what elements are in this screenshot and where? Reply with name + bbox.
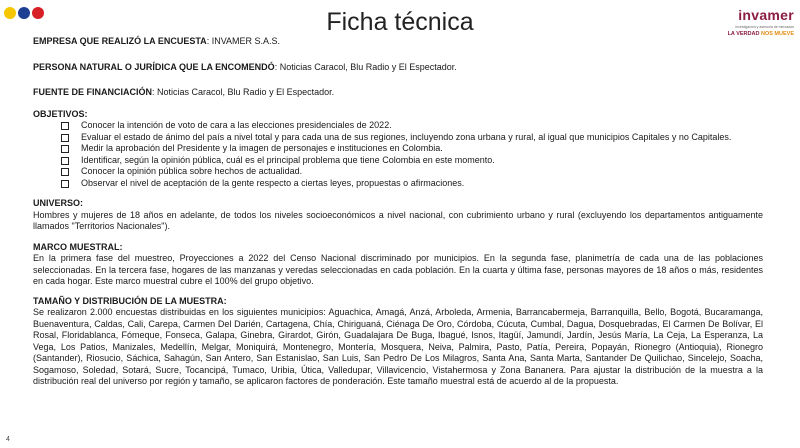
fuente-label: FUENTE DE FINANCIACIÓN <box>33 87 152 97</box>
objetivos-list <box>33 120 763 189</box>
logo-subtitle: investigación y asesoría de mercados <box>735 25 794 29</box>
objetivo-text: Conocer la intención de voto de cara a las elecciones presidenciales de 2022. <box>81 120 392 130</box>
page-title: Ficha técnica <box>326 8 474 36</box>
persona-value: Noticias Caracol, Blu Radio y El Espectador. <box>279 61 457 72</box>
objetivo-text: Conocer la opinión pública sobre hechos de actualidad. <box>81 166 303 176</box>
checkbox-icon <box>61 134 69 142</box>
tagline-accent: NOS MUEVE <box>760 31 794 37</box>
objetivos-heading: OBJETIVOS: <box>33 108 88 119</box>
fuente-line: FUENTE DE FINANCIACIÓN: Noticias Caracol, Blu Radio y El Espectador. <box>33 87 335 97</box>
universo-heading: UNIVERSO: <box>33 198 84 208</box>
marco-label: MARCO MUESTRAL <box>33 241 120 252</box>
universo-label: UNIVERSO <box>33 198 81 208</box>
ficha-content <box>33 36 763 388</box>
empresa-line: EMPRESA QUE REALIZÓ LA ENCUESTA: INVAMER S.A.S. <box>33 36 281 46</box>
persona-line: PERSONA NATURAL O JURÍDICA QUE LA ENCOMENDÓ: Noticias Caracol, Blu Radio y El Espectador. <box>33 61 457 72</box>
fuente-value: Noticias Caracol, Blu Radio y El Espectador. <box>157 87 335 97</box>
persona-label: PERSONA NATURAL O JURÍDICA QUE LA ENCOMENDÓ <box>33 61 275 72</box>
objetivo-text: Medir la aprobación del Presidente y la imagen de personajes e instituciones en Colombia. <box>81 143 443 153</box>
universo-text: Hombres y mujeres de 18 años en adelante, de todos los niveles socioeconómicos a nivel nacional, con cubrimiento urbano y rural (excluyendo los departamentos antiguamente llamados "Territorios Nacionales"). <box>33 209 763 231</box>
empresa-value: INVAMER S.A.S. <box>211 36 281 46</box>
list-item <box>61 166 763 178</box>
page-number: 4 <box>6 436 10 443</box>
checkbox-icon <box>61 168 69 176</box>
marco-text: En la primera fase del muestreo, Proyecciones a 2022 del Censo Nacional discriminado por municipios. En la segunda fase, planimetría de cada una de las poblaciones seleccionadas. En la tercera fase, hogares de las manzanas y veredas seleccionadas en cada población. En la cuarta y última fase, personas mayores de 18 años o más, residentes en cada hogar. Este marco muestral cubre el 100% del grupo objetivo. <box>33 253 763 286</box>
list-item <box>61 132 763 144</box>
checkbox-icon <box>61 145 69 153</box>
tamano-label: TAMAÑO Y DISTRIBUCIÓN DE LA MUESTRA <box>33 295 224 306</box>
list-item <box>61 178 763 190</box>
logo-brand: invamer <box>738 7 794 23</box>
tamano-text: Se realizaron 2.000 encuestas distribuidas en los siguientes municipios: Aguachica, Amagá, Anzá, Arboleda, Armenia, Barrancabermeja, Barranquilla, Bello, Bogotá, Bucaramanga, Buenaventura, Caldas, Cali, Carepa, Carmen Del Darién, Cartagena, Chía, Chiriguaná, Ciénaga De Oro, Córdoba, Cúcuta, Cumbal, Dagua, Dosquebradas, El Carmen De Bolívar, El Rosal, Floridablanca, Fómeque, Fonseca, Galapa, Ginebra, Girardot, Girón, Guadalajara De Buga, Ibagué, Isnos, Itagüí, Jamundí, Jardín, Jesús María, La Ceja, La Esperanza, La Vega, Los Patios, Manizales, Medellín, Melgar, Moniquirá, Montenegro, Montería, Mosquera, Neiva, Palmira, Pasto, Patía, Pereira, Popayán, Rionegro (Antioquia), Rionegro (Santander), Riosucio, Sáchica, Sahagún, San Antero, San Estanislao, San Luis, San Pedro De Los Milagros, Santa Ana, Santa Marta, Santander De Quilichao, Sincelejo, Soacha, Sogamoso, Soledad, Sotará, Sucre, Tocancipá, Tumaco, Uribia, Útica, Valledupar, Villavicencio, Vistahermosa y Zona Bananera. Para ajustar la distribución de la muestra a la distribución real del universo por región y tamaño, se aplicaron factores de ponderación. Este tamaño muestral está de acuerdo al de la propuesta. <box>33 307 763 386</box>
checkbox-icon <box>61 122 69 130</box>
objetivos-label: OBJETIVOS <box>33 108 85 119</box>
objetivo-text: Observar el nivel de aceptación de la gente respecto a ciertas leyes, propuestas o afirmaciones. <box>81 177 465 188</box>
list-item <box>61 143 763 155</box>
checkbox-icon <box>61 157 69 165</box>
list-item <box>61 155 763 167</box>
invamer-logo <box>702 7 794 38</box>
tamano-heading: TAMAÑO Y DISTRIBUCIÓN DE LA MUESTRA: <box>33 295 227 306</box>
checkbox-icon <box>61 180 69 188</box>
objetivo-text: Evaluar el estado de ánimo del país a nivel total y para cada una de sus regiones, incluyendo zona urbana y rural, al igual que municipios Capitales y no Capitales. <box>81 131 732 142</box>
tagline-main: LA VERDAD <box>727 31 760 37</box>
marco-heading: MARCO MUESTRAL: <box>33 241 123 252</box>
list-item <box>61 120 763 132</box>
objetivo-text: Identificar, según la opinión pública, cuál es el principal problema que tiene Colombia en este momento. <box>81 154 495 165</box>
empresa-label: EMPRESA QUE REALIZÓ LA ENCUESTA <box>33 36 207 46</box>
